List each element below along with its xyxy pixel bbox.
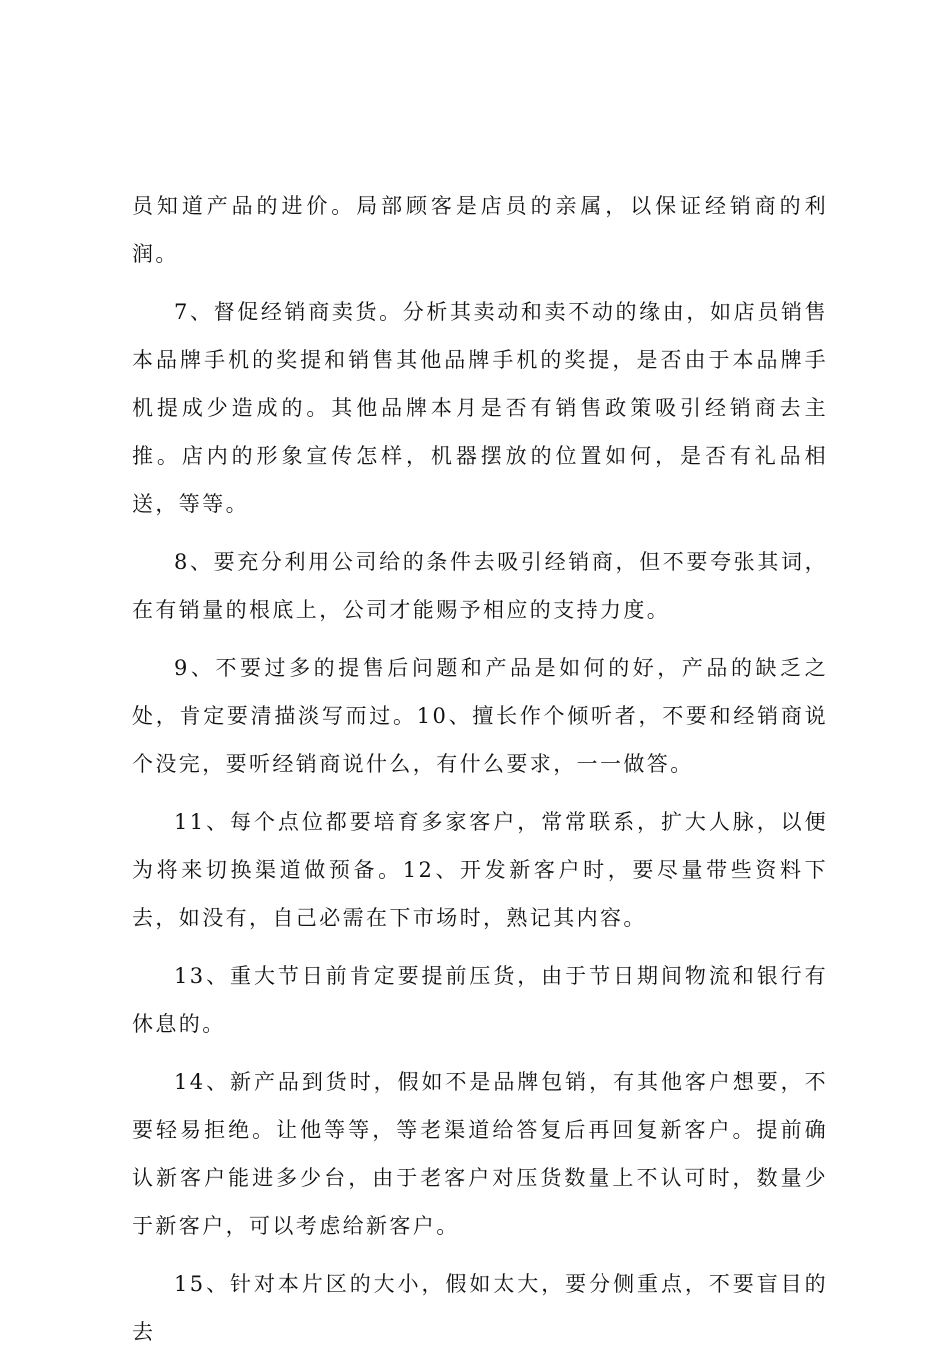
paragraph-continuation: 员知道产品的进价。局部顾客是店员的亲属，以保证经销商的利润。: [132, 194, 828, 266]
paragraph-item-8: 8、要充分利用公司给的条件去吸引经销商，但不要夸张其词，在有销量的根底上，公司才能赐予相应的支持力度。: [132, 550, 828, 622]
paragraph-item-9-10: 9、不要过多的提售后问题和产品是如何的好，产品的缺乏之处，肯定要清描淡写而过。10、擅长作个倾听者，不要和经销商说个没完，要听经销商说什么，有什么要求，一一做答。: [132, 656, 828, 776]
document-body: [132, 182, 828, 1366]
paragraph-item-7: 7、督促经销商卖货。分析其卖动和卖不动的缘由，如店员销售本品牌手机的奖提和销售其他品牌手机的奖提，是否由于本品牌手机提成少造成的。其他品牌本月是否有销售政策吸引经销商去主推。店内的形象宣传怎样，机器摆放的位置如何，是否有礼品相送，等等。: [132, 300, 828, 516]
paragraph-item-15: 15、针对本片区的大小，假如太大，要分侧重点，不要盲目的去: [132, 1272, 828, 1344]
paragraph-item-13: 13、重大节日前肯定要提前压货，由于节日期间物流和银行有休息的。: [132, 964, 828, 1036]
paragraph-item-11-12: 11、每个点位都要培育多家客户，常常联系，扩大人脉，以便为将来切换渠道做预备。12、开发新客户时，要尽量带些资料下去，如没有，自己必需在下市场时，熟记其内容。: [132, 810, 828, 930]
paragraph-item-14: 14、新产品到货时，假如不是品牌包销，有其他客户想要，不要轻易拒绝。让他等等，等老渠道给答复后再回复新客户。提前确认新客户能进多少台，由于老客户对压货数量上不认可时，数量少于新客户，可以考虑给新客户。: [132, 1070, 828, 1238]
